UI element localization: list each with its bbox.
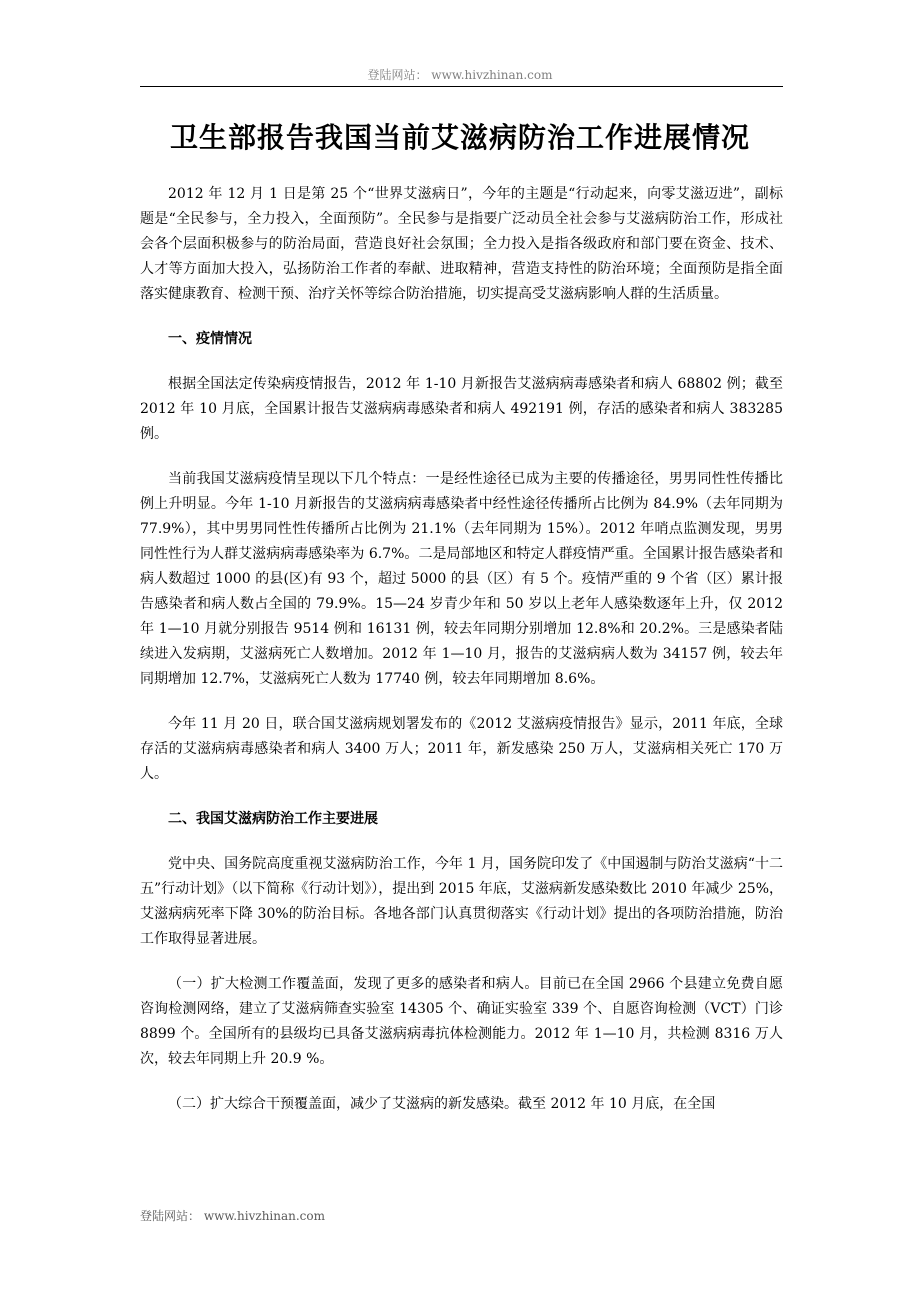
- paragraph-intro: 2012 年 12 月 1 日是第 25 个“世界艾滋病日”，今年的主题是“行动起来，向零艾滋迈进”，副标题是“全民参与，全力投入，全面预防”。全民参与是指要广泛动员全社会参与艾滋病防治工作，形成社会各个层面积极参与的防治局面，营造良好社会氛围；全力投入是指各级政府和部门要在资金、技术、人才等方面加大投入，弘扬防治工作者的奉献、进取精神，营造支持性的防治环境；全面预防是指全面落实健康教育、检测干预、治疗关怀等综合防治措施，切实提高受艾滋病影响人群的生活质量。: [140, 186, 783, 302]
- page-header: 登陆网站： www.hivzhinan.com: [367, 68, 553, 82]
- header-divider: [140, 86, 783, 87]
- section-heading-epidemic: 一、疫情情况: [168, 331, 252, 347]
- paragraph-action-plan: 党中央、国务院高度重视艾滋病防治工作，今年 1 月，国务院印发了《中国遏制与防治艾滋病“十二五”行动计划》（以下简称《行动计划》），提出到 2015 年底，艾滋病新发感染数比 2010 年减少 25%，艾滋病病死率下降 30%的防治目标。各地各部门认真贯彻落实《行动计划》提出的各项防治措施，防治工作取得显著进展。: [140, 856, 783, 947]
- paragraph-testing-coverage: （一）扩大检测工作覆盖面，发现了更多的感染者和病人。目前已在全国 2966 个县建立免费自愿咨询检测网络，建立了艾滋病筛查实验室 14305 个、确证实验室 339 个、自愿咨询检测（VCT）门诊 8899 个。全国所有的县级均已具备艾滋病病毒抗体检测能力。2012 年 1—10 月，共检测 8316 万人次，较去年同期上升 20.9 %。: [140, 976, 783, 1067]
- document-title: 卫生部报告我国当前艾滋病防治工作进展情况: [169, 121, 750, 154]
- document-body: [140, 182, 783, 1137]
- paragraph-global-report: 今年 11 月 20 日，联合国艾滋病规划署发布的《2012 艾滋病疫情报告》显示，2011 年底，全球存活的艾滋病病毒感染者和病人 3400 万人；2011 年，新发感染 250 万人，艾滋病相关死亡 170 万人。: [140, 716, 783, 782]
- section-heading-progress: 二、我国艾滋病防治工作主要进展: [168, 811, 378, 827]
- page-footer: 登陆网站： www.hivzhinan.com: [140, 1209, 326, 1223]
- paragraph-epidemic-stats: 根据全国法定传染病疫情报告，2012 年 1-10 月新报告艾滋病病毒感染者和病人 68802 例；截至 2012 年 10 月底，全国累计报告艾滋病病毒感染者和病人 492191 例，存活的感染者和病人 383285 例。: [140, 376, 783, 442]
- paragraph-epidemic-features: 当前我国艾滋病疫情呈现以下几个特点：一是经性途径已成为主要的传播途径，男男同性性传播比例上升明显。今年 1-10 月新报告的艾滋病病毒感染者中经性途径传播所占比例为 84.9%（去年同期为 77.9%），其中男男同性性传播所占比例为 21.1%（去年同期为 15%）。2012 年哨点监测发现，男男同性性行为人群艾滋病病毒感染率为 6.7%。二是局部地区和特定人群疫情严重。全国累计报告感染者和病人数超过 1000 的县(区)有 93 个，超过 5000 的县（区）有 5 个。疫情严重的 9 个省（区）累计报告感染者和病人数占全国的 79.9%。15—24 岁青少年和 50 岁以上老年人感染数逐年上升，仅 2012 年 1—10 月就分别报告 9514 例和 16131 例，较去年同期分别增加 12.8%和 20.2%。三是感染者陆续进入发病期，艾滋病死亡人数增加。2012 年 1—10 月，报告的艾滋病病人数为 34157 例，较去年同期增加 12.7%，艾滋病死亡人数为 17740 例，较去年同期增加 8.6%。: [140, 471, 783, 687]
- paragraph-intervention: （二）扩大综合干预覆盖面，减少了艾滋病的新发感染。截至 2012 年 10 月底，在全国: [168, 1096, 716, 1112]
